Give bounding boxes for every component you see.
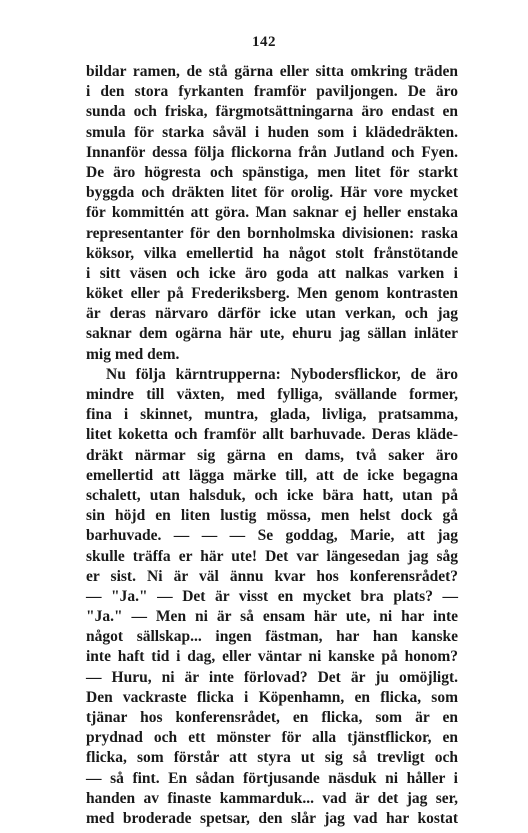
text-line: Innanför dessa följa flickorna från Jutland och Fyen.	[86, 143, 458, 161]
text-line: fina i skinnet, muntra, glada, livliga, pratsamma,	[86, 406, 458, 424]
text-line: saknar dem ogärna här ute, ehuru jag sällan inläter	[86, 325, 458, 343]
text-line: inte haft tid i dag, eller väntar ni kanske på honom?	[86, 648, 458, 666]
text-line: mindre till växten, med fylliga, svällande former,	[86, 386, 458, 403]
text-line: skulle träffa er här ute! Det var längesedan jag såg	[86, 547, 458, 565]
text-line: mig med dem.	[86, 345, 180, 363]
text-line: De äro högresta och spänstiga, men litet för starkt	[86, 163, 458, 181]
text-line: litet koketta och framför allt barhuvade. Deras kläde-	[86, 426, 458, 444]
text-line: emellertid att lägga märke till, att de icke begagna	[86, 466, 458, 484]
text-line: i sitt väsen och icke äro goda att nalkas varken i	[86, 264, 458, 282]
text-line: i den stora fyrkanten framför paviljongen. De äro	[86, 83, 458, 101]
text-line: något sällskap... ingen fästman, har han kanske	[86, 628, 458, 646]
page-number: 142	[252, 34, 276, 50]
text-line: för kommittén att göra. Man saknar ej heller enstaka	[86, 204, 458, 222]
text-line: Den vackraste flicka i Köpenhamn, en flicka, som	[86, 688, 458, 706]
text-line: handen av finaste kammarduk... vad är det jag ser,	[86, 789, 458, 807]
text-line: köksor, vilka emellertid ha något stolt frånstötande	[86, 244, 458, 262]
text-line: tjänar hos konferensrådet, en flicka, som är en	[86, 709, 458, 726]
text-line: bildar ramen, de stå gärna eller sitta omkring träden	[86, 63, 458, 80]
text-line: er sist. Ni är väl ännu kvar hos konferensrådet?	[86, 567, 458, 585]
text-line: — så fint. En sådan förtjusande näsduk ni håller i	[86, 769, 458, 787]
text-line: — "Ja." — Det är visst en mycket bra plats? —	[86, 587, 458, 605]
text-line: prydnad och ett mönster för alla tjänstflickor, en	[86, 729, 458, 747]
text-line: smula för starka såväl i huden som i klädedräkten.	[86, 123, 458, 141]
text-line: barhuvade. — — — Se goddag, Marie, att jag	[86, 527, 458, 545]
text-line: representanter för den bornholmska divisionen: raska	[86, 224, 458, 242]
body-text	[86, 62, 458, 829]
text-line: sin höjd en liten lustig mössa, men helst dock gå	[86, 507, 458, 525]
text-line: köket eller på Frederiksberg. Men genom kontrasten	[86, 285, 458, 303]
text-line: schalett, utan halsduk, och icke bära hatt, utan på	[86, 486, 458, 504]
text-line: Nu följa kärntrupperna: Nybodersflickor, de äro	[106, 365, 458, 383]
text-line: dräkt närmar sig gärna en dams, två saker äro	[86, 446, 458, 464]
text-line: flicka, som förstår att styra ut sig så trevligt och	[86, 749, 458, 767]
text-line: "Ja." — Men ni är så ensam här ute, ni har inte	[86, 608, 458, 626]
text-line: är deras närvaro därför icke utan verkan, och jag	[86, 305, 458, 323]
text-line: — Huru, ni är inte förlovad? Det är ju omöjligt.	[86, 668, 458, 686]
text-line: byggda och dräkten litet för orolig. Här vore mycket	[86, 184, 458, 202]
text-line: sunda och friska, färgmotsättningarna äro endast en	[86, 103, 458, 121]
text-line: med broderade spetsar, den slår jag vad har kostat	[86, 809, 458, 827]
